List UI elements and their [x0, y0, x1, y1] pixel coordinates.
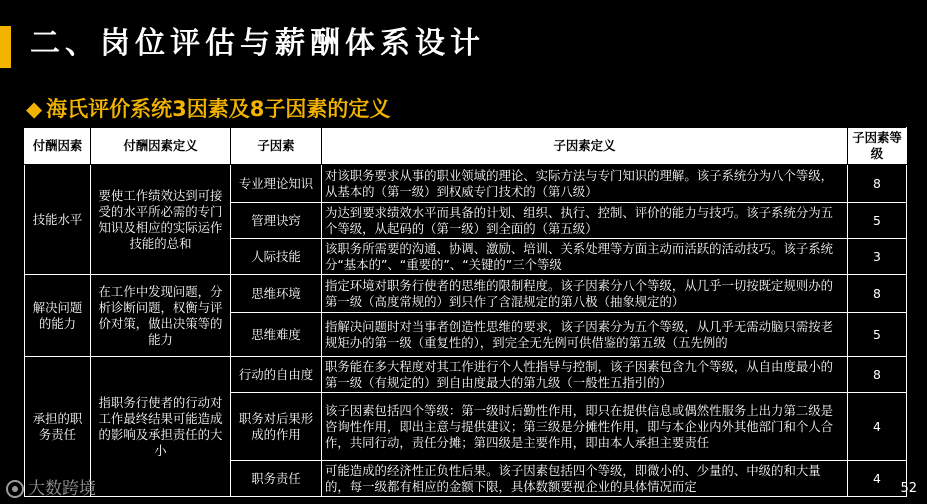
table-row [25, 165, 907, 203]
subfactor-definition-cell: 可能造成的经济性正负性后果。该子因素包括四个等级，即微小的、少量的、中级的和大量的，每一级都有相应的金额下限，具体数额要视企业的具体情况而定 [322, 461, 848, 497]
subfactor-cell: 专业理论知识 [231, 165, 322, 203]
header-subfactor: 子因素 [231, 128, 322, 165]
header-factor-definition: 付酬因素定义 [91, 128, 231, 165]
watermark [6, 474, 96, 499]
subfactor-cell: 人际技能 [231, 239, 322, 275]
header-factor: 付酬因素 [25, 128, 91, 165]
hay-factor-table [24, 127, 907, 497]
watermark-text: 大数跨境 [28, 479, 96, 499]
subfactor-cell: 职务责任 [231, 461, 322, 497]
subfactor-definition-cell: 为达到要求绩效水平而具备的计划、组织、执行、控制、评价的能力与技巧。该子系统分为五个等级，从起码的（第一级）到全面的（第五级） [322, 203, 848, 239]
subfactor-level-cell: 4 [848, 461, 907, 497]
subfactor-level-cell: 8 [848, 165, 907, 203]
subfactor-cell: 思维难度 [231, 313, 322, 357]
subfactor-definition-cell: 职务能在多大程度对其工作进行个人性指导与控制，该子因素包含九个等级，从自由度最小的第一级（有规定的）到自由度最大的第九级（一般性五指引的） [322, 357, 848, 393]
header-subfactor-definition: 子因素定义 [322, 128, 848, 165]
subfactor-definition-cell: 对该职务要求从事的职业领域的理论、实际方法与专门知识的理解。该子系统分为八个等级，从基本的（第一级）到权威专门技术的（第八级） [322, 165, 848, 203]
factor-cell: 承担的职务责任 [25, 357, 91, 497]
table-row [25, 275, 907, 313]
table-row [25, 357, 907, 393]
watermark-logo-icon [6, 480, 24, 498]
factor-definition-cell: 在工作中发现问题，分析诊断问题，权衡与评价对策，做出决策等的能力 [91, 275, 231, 357]
subfactor-definition-cell: 该职务所需要的沟通、协调、激励、培训、关系处理等方面主动而活跃的活动技巧。该子系统分“基本的”、“重要的”、“关键的”三个等级 [322, 239, 848, 275]
subfactor-level-cell: 5 [848, 203, 907, 239]
subfactor-level-cell: 8 [848, 275, 907, 313]
page-number: 52 [900, 481, 917, 496]
factor-definition-cell: 要使工作绩效达到可接受的水平所必需的专门知识及相应的实际运作技能的总和 [91, 165, 231, 275]
title-accent-bar [0, 26, 11, 68]
subfactor-level-cell: 4 [848, 393, 907, 461]
subfactor-definition-cell: 指解决问题时对当事者创造性思维的要求，该子因素分为五个等级，从几乎无需动脑只需按老规矩办的第一级（重复性的），到完全无先例可供借鉴的第五级（五先例的 [322, 313, 848, 357]
subfactor-cell: 行动的自由度 [231, 357, 322, 393]
factor-cell: 解决问题的能力 [25, 275, 91, 357]
subfactor-level-cell: 5 [848, 313, 907, 357]
page-title: 二、岗位评估与薪酬体系设计 [30, 26, 485, 61]
factor-cell: 技能水平 [25, 165, 91, 275]
subfactor-level-cell: 8 [848, 357, 907, 393]
subfactor-cell: 思维环境 [231, 275, 322, 313]
subfactor-cell: 管理诀窍 [231, 203, 322, 239]
section-subtitle [26, 96, 390, 122]
subfactor-definition-cell: 指定环境对职务行使者的思维的限制程度。该子因素分八个等级，从几乎一切按既定规则办的第一级（高度常规的）到只作了含混规定的第八极（抽象规定的） [322, 275, 848, 313]
subfactor-level-cell: 3 [848, 239, 907, 275]
factor-definition-cell: 指职务行使者的行动对工作最终结果可能造成的影响及承担责任的大小 [91, 357, 231, 497]
table-header-row [25, 128, 907, 165]
header-subfactor-level: 子因素等级 [848, 128, 907, 165]
subfactor-definition-cell: 该子因素包括四个等级：第一级时后勤性作用，即只在提供信息或偶然性服务上出力第二级是咨询性作用，即出主意与提供建议；第三级是分摊性作用，即与本企业内外其他部门和个人合作，共同行动，责任分摊；第四级是主要作用，即由本人承担主要责任 [322, 393, 848, 461]
diamond-bullet-icon: ◆ [26, 97, 43, 121]
subtitle-text: 海氏评价系统3因素及8子因素的定义 [46, 97, 391, 121]
subfactor-cell: 职务对后果形成的作用 [231, 393, 322, 461]
